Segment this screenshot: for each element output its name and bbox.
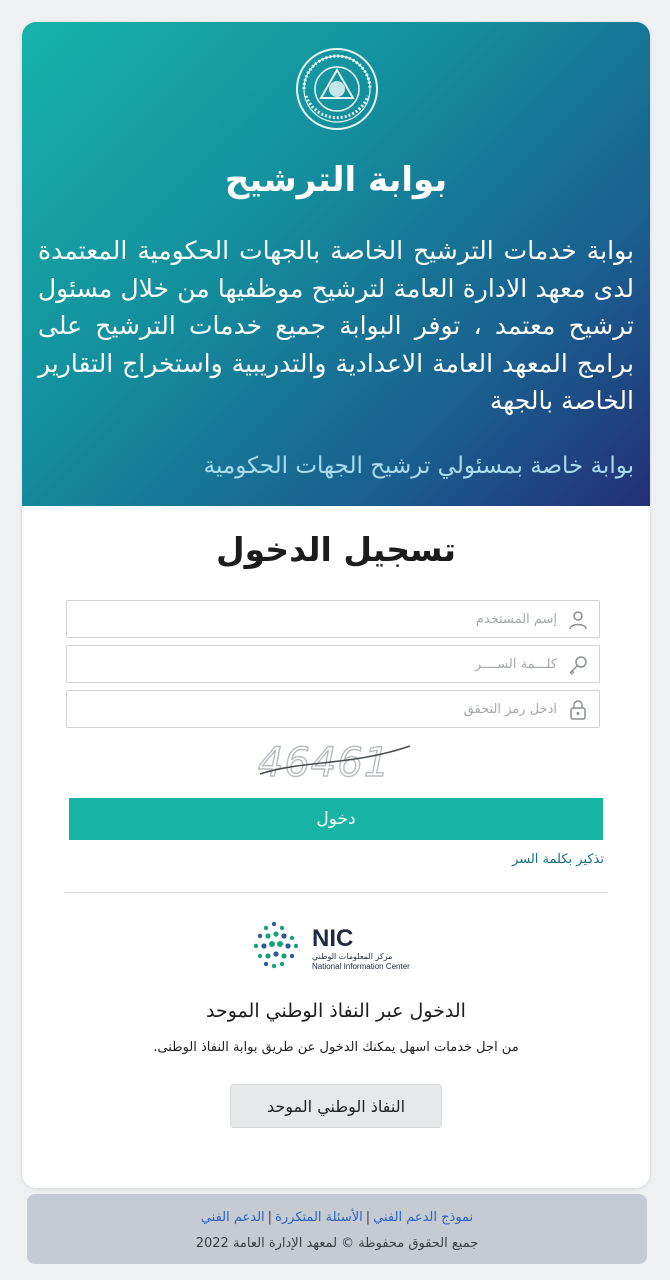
footer-link-support[interactable]: الدعم الفني (200, 1210, 265, 1225)
login-title: تسجيل الدخول (215, 530, 457, 569)
captcha-code: 46461 (258, 740, 391, 786)
nic-abbr: NIC (312, 925, 354, 952)
main-card (22, 22, 650, 1188)
nic-name-en: National Information Center (312, 962, 410, 971)
institute-emblem-icon (292, 44, 382, 134)
lock-icon (567, 699, 589, 721)
nic-dots-icon (254, 922, 298, 968)
user-icon (567, 609, 589, 631)
footer-links (27, 1210, 647, 1225)
hero-description: بوابة خدمات الترشيح الخاصة بالجهات الحكومية المعتمدة لدى معهد الادارة العامة لترشيح موظفيها من خلال مسئول ترشيح معتمد ، توفر البوابة جميع خدمات الترشيح على برامج المعهد العامة الاعدادية والتدريبية واستخراج التقارير الخاصة بالجهة (38, 236, 634, 415)
section-divider (64, 892, 608, 893)
username-input[interactable] (67, 601, 599, 637)
captcha-field[interactable] (66, 690, 600, 728)
nafath-description: من اجل خدمات اسهل يمكنك الدخول عن طريق بوابة النفاذ الوطنى. (153, 1040, 519, 1055)
footer-link-faq[interactable]: الأسئلة المتكررة (275, 1210, 363, 1225)
hero-title: بوابة الترشيح (224, 160, 448, 200)
nic-name-ar: مركز المعلومات الوطني (312, 952, 393, 961)
hero-subtitle: بوابة خاصة بمسئولي ترشيح الجهات الحكومية (203, 453, 634, 479)
password-input[interactable] (67, 646, 599, 682)
footer-separator: | (365, 1210, 371, 1225)
footer (27, 1194, 647, 1264)
hero-banner (22, 22, 650, 506)
captcha-image (252, 730, 422, 790)
login-button[interactable]: دخول (69, 798, 603, 840)
footer-copyright: جميع الحقوق محفوظة © لمعهد الإدارة العامة 2022 (195, 1236, 479, 1251)
captcha-input[interactable] (67, 691, 599, 727)
footer-link-support-form[interactable]: نموذج الدعم الفني (373, 1210, 474, 1225)
password-field[interactable] (66, 645, 600, 683)
footer-separator: | (267, 1210, 273, 1225)
nic-logo (250, 918, 425, 976)
username-field[interactable] (66, 600, 600, 638)
nafath-login-button[interactable]: النفاذ الوطني الموحد (230, 1084, 442, 1128)
nafath-title: الدخول عبر النفاذ الوطني الموحد (206, 1000, 466, 1022)
key-icon (567, 654, 589, 676)
forgot-password-link[interactable]: تذكير بكلمة السر (512, 852, 604, 867)
